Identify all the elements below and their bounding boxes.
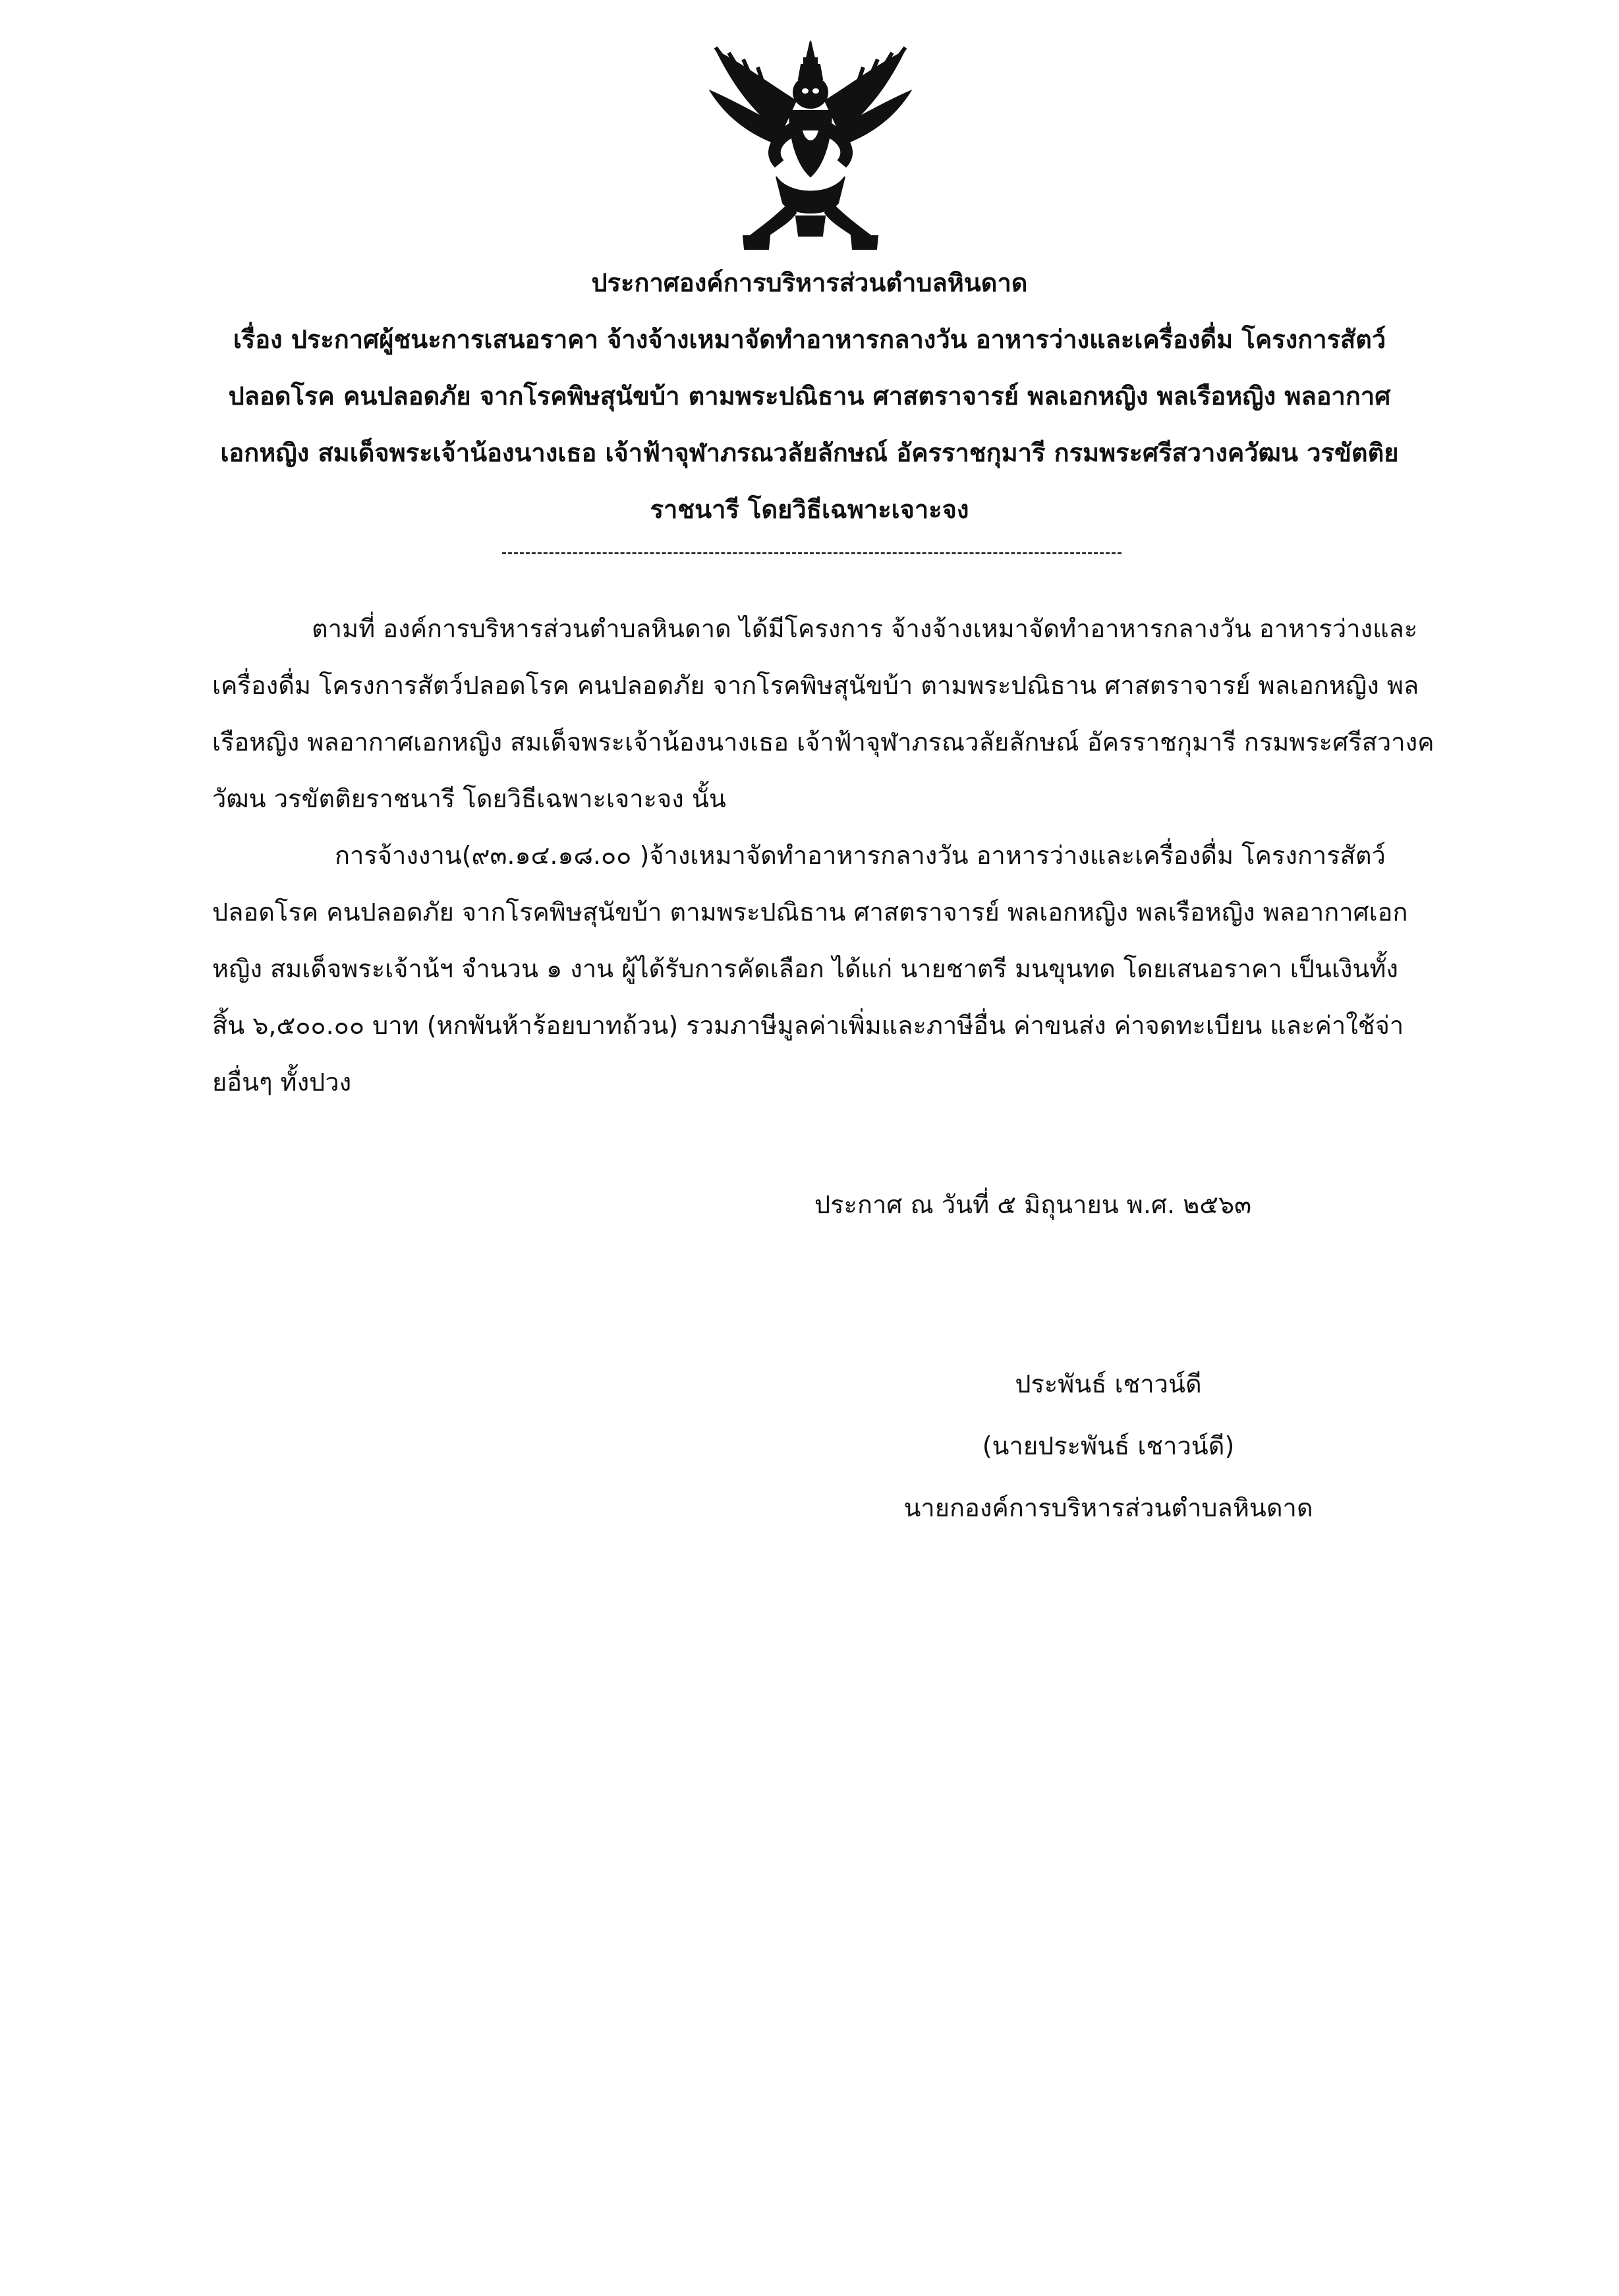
- paragraph-1-line-2: เครื่องดื่ม โครงการสัตว์ปลอดโรค คนปลอดภัย จากโรคพิษสุนัขบ้า ตามพระปณิธาน ศาสตราจารย์ พลเอกหญิง พล: [212, 671, 1419, 700]
- paragraph-2-line-1: การจ้างงาน(๙๓.๑๔.๑๘.๐๐ )จ้างเหมาจัดทำอาหารกลางวัน อาหารว่างและเครื่องดื่ม โครงการสัตว์: [335, 841, 1386, 870]
- paragraph-2-line-4: สิ้น ๖,๕๐๐.๐๐ บาท (หกพันห้าร้อยบาทถ้วน) รวมภาษีมูลค่าเพิ่มและภาษีอื่น ค่าขนส่ง ค่าจดทะเบียน และค่าใช้จ่า: [212, 1011, 1404, 1040]
- paragraph-1-line-3: เรือหญิง พลอากาศเอกหญิง สมเด็จพระเจ้าน้องนางเธอ เจ้าฟ้าจุฬาภรณวลัยลักษณ์ อัครราชกุมารี กรมพระศรีสวางค: [212, 728, 1434, 757]
- document-title: ประกาศองค์การบริหารส่วนตำบลหินดาด: [591, 268, 1028, 297]
- signature-name: ประพันธ์ เชาวน์ดี: [1015, 1369, 1202, 1398]
- subject-line-3: เอกหญิง สมเด็จพระเจ้าน้องนางเธอ เจ้าฟ้าจุฬาภรณวลัยลักษณ์ อัครราชกุมารี กรมพระศรีสวางควัฒน วรขัตติย: [220, 438, 1399, 467]
- signature-position: นายกองค์การบริหารส่วนตำบลหินดาด: [903, 1493, 1313, 1522]
- subject-line-1: เรื่อง ประกาศผู้ชนะการเสนอราคา จ้างจ้างเหมาจัดทำอาหารกลางวัน อาหารว่างและเครื่องดื่ม โครงการสัตว์: [233, 325, 1386, 354]
- paragraph-1-line-4: วัฒน วรขัตติยราชนารี โดยวิธีเฉพาะเจาะจง นั้น: [212, 784, 726, 813]
- announcement-date: ประกาศ ณ วันที่ ๕ มิถุนายน พ.ศ. ๒๕๖๓: [814, 1190, 1252, 1219]
- dashed-separator: [502, 552, 1122, 554]
- subject-line-2: ปลอดโรค คนปลอดภัย จากโรคพิษสุนัขบ้า ตามพระปณิธาน ศาสตราจารย์ พลเอกหญิง พลเรือหญิง พลอากาศ: [228, 382, 1391, 411]
- paragraph-2-line-3: หญิง สมเด็จพระเจ้าน้ฯ จำนวน ๑ งาน ผู้ได้รับการคัดเลือก ได้แก่ นายชาตรี มนขุนทด โดยเสนอราคา เป็นเงินทั้ง: [212, 954, 1398, 983]
- paragraph-1-line-1: ตามที่ องค์การบริหารส่วนตำบลหินดาด ได้มีโครงการ จ้างจ้างเหมาจัดทำอาหารกลางวัน อาหารว่างและ: [312, 614, 1418, 643]
- garuda-emblem-icon: [697, 38, 924, 256]
- signature-full-name: (นายประพันธ์ เชาวน์ดี): [982, 1431, 1235, 1460]
- paragraph-2-line-5: ยอื่นๆ ทั้งปวง: [212, 1068, 352, 1097]
- paragraph-2-line-2: ปลอดโรค คนปลอดภัย จากโรคพิษสุนัขบ้า ตามพระปณิธาน ศาสตราจารย์ พลเอกหญิง พลเรือหญิง พลอากาศเอก: [212, 898, 1408, 927]
- subject-line-4: ราชนารี โดยวิธีเฉพาะเจาะจง: [650, 495, 969, 524]
